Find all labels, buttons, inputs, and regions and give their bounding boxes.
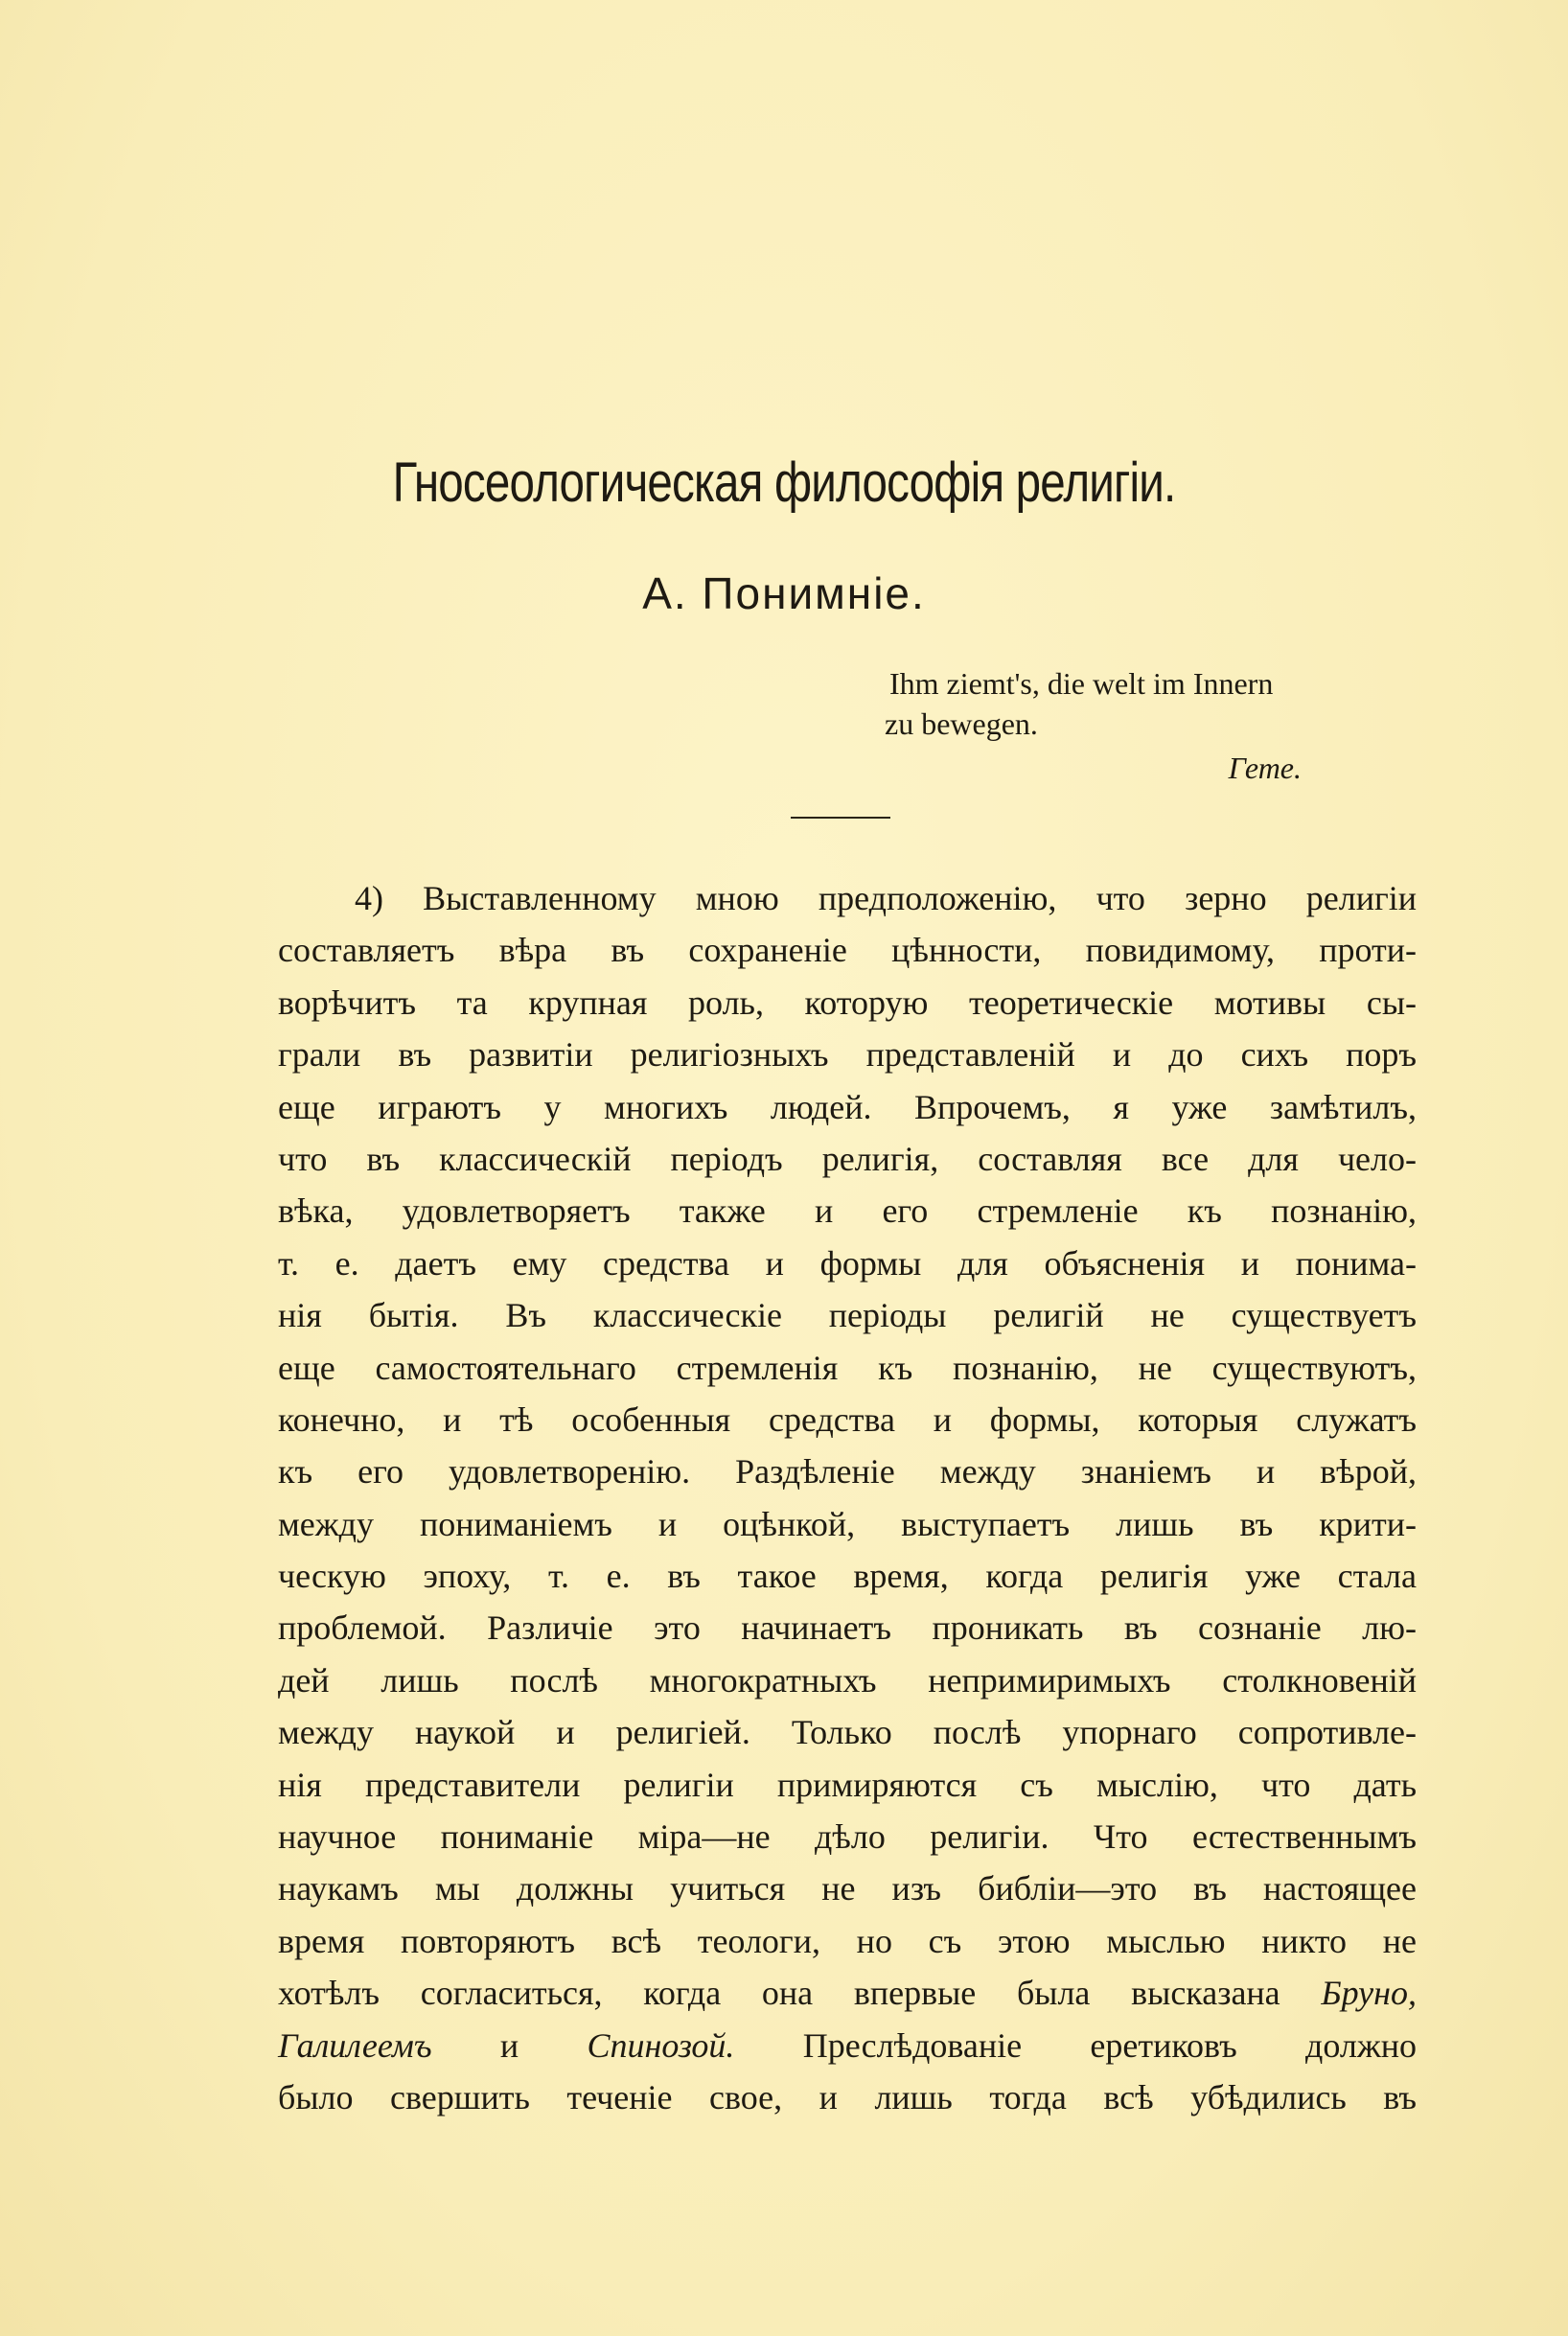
text-line: вѣка, удовлетворяетъ также и его стремленіе къ познанію, xyxy=(278,1191,1417,1231)
text-fragment: Преслѣдованіе еретиковъ должно xyxy=(734,2025,1418,2065)
name-bruno: Бруно, xyxy=(1321,1974,1417,2013)
text-line: ворѣчитъ та крупная роль, которую теоретическіе мотивы сы- xyxy=(278,983,1417,1022)
text-line: къ его удовлетворенію. Раздѣленіе между знаніемъ и вѣрой, xyxy=(278,1452,1417,1492)
text-line: время повторяютъ всѣ теологи, но съ этою мыслью никто не xyxy=(278,1921,1417,1960)
section-heading: А. Понимніе. xyxy=(642,568,926,618)
epigraph-author: Гете. xyxy=(1228,751,1302,785)
body-text xyxy=(278,872,1417,2123)
text-line: еще играютъ у многихъ людей. Впрочемъ, я уже замѣтилъ, xyxy=(278,1087,1417,1126)
text-line: нія представители религіи примиряются съ мыслію, что дать xyxy=(278,1765,1417,1804)
text-line: между наукой и религіей. Только послѣ упорнаго сопротивле- xyxy=(278,1713,1417,1752)
epigraph-line: zu bewegen. xyxy=(885,706,1038,741)
name-galileo: Галилеемъ xyxy=(278,2025,432,2065)
text-line: т. е. даетъ ему средства и формы для объясненія и понима- xyxy=(278,1243,1417,1283)
text-line: 4) Выставленному мною предположенію, что зерно религіи xyxy=(355,879,1417,917)
text-line: нія бытія. Въ классическіе періоды религій не существуетъ xyxy=(278,1296,1417,1335)
text-line: дей лишь послѣ многократныхъ непримиримыхъ столкновеній xyxy=(278,1660,1417,1700)
divider xyxy=(791,817,890,819)
text-line: конечно, и тѣ особенныя средства и формы, которыя служатъ xyxy=(278,1399,1417,1439)
text-line: наукамъ мы должны учиться не изъ библіи—это въ настоящее xyxy=(278,1869,1417,1908)
text-line: научное пониманіе міра—не дѣло религіи. Что естественнымъ xyxy=(278,1817,1417,1857)
text-line: еще самостоятельнаго стремленія къ познанію, не существуютъ, xyxy=(278,1348,1417,1387)
epigraph xyxy=(885,663,1426,788)
text-line: грали въ развитіи религіозныхъ представленій и до сихъ поръ xyxy=(278,1035,1417,1075)
text-line: составляетъ вѣра въ сохраненіе цѣнности, повидимому, проти- xyxy=(278,931,1417,970)
text-fragment: хотѣлъ согласиться, когда она впервые была высказана xyxy=(278,1974,1322,2013)
text-line xyxy=(278,2020,1417,2071)
text-line xyxy=(278,1967,1417,2019)
page-title: Гносеологическая философія религіи. xyxy=(392,451,1176,514)
text-line: ческую эпоху, т. е. въ такое время, когда религія уже стала xyxy=(278,1557,1417,1596)
epigraph-line: Ihm ziemt's, die welt im Innern xyxy=(889,666,1274,701)
text-line: что въ классическій періодъ религія, составляя все для чело- xyxy=(278,1139,1417,1178)
text-fragment: и xyxy=(431,2025,588,2065)
text-line: было свершить теченіе свое, и лишь тогда всѣ убѣдились въ xyxy=(278,2077,1417,2116)
text-line: между пониманіемъ и оцѣнкой, выступаетъ лишь въ крити- xyxy=(278,1504,1417,1543)
text-line: проблемой. Различіе это начинаетъ проникать въ сознаніе лю- xyxy=(278,1608,1417,1648)
name-spinoza: Спинозой. xyxy=(587,2025,735,2065)
